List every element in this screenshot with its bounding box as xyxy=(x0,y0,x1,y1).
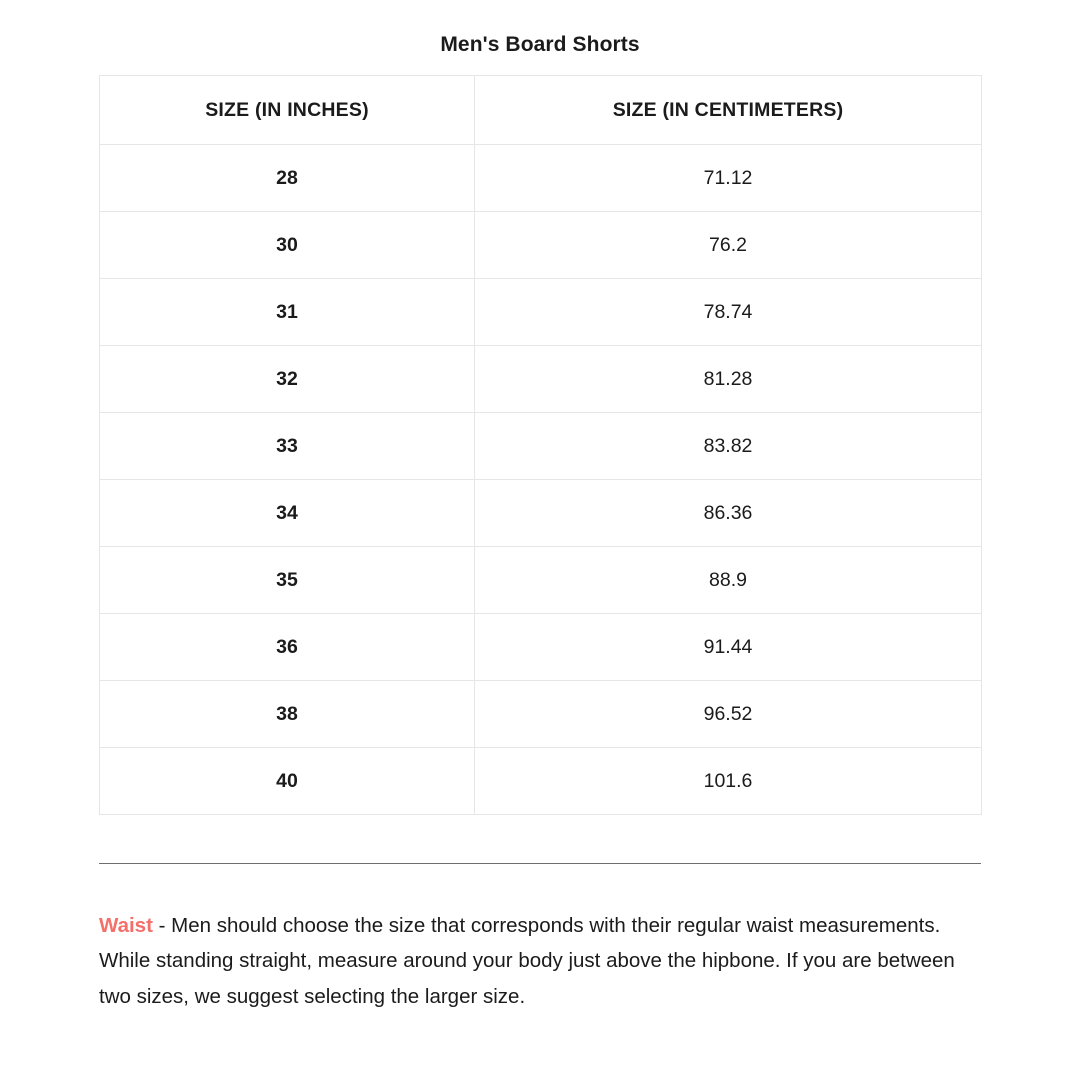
table-row xyxy=(100,413,982,480)
table-row xyxy=(100,547,982,614)
table-row xyxy=(100,681,982,748)
table-row xyxy=(100,145,982,212)
cell-centimeters: 71.12 xyxy=(475,145,982,212)
cell-centimeters: 81.28 xyxy=(475,346,982,413)
cell-centimeters: 101.6 xyxy=(475,748,982,815)
table-body xyxy=(100,145,982,815)
cell-centimeters: 86.36 xyxy=(475,480,982,547)
section-divider xyxy=(99,863,981,864)
cell-inches: 34 xyxy=(100,480,475,547)
table-row xyxy=(100,212,982,279)
table-row xyxy=(100,480,982,547)
cell-inches: 30 xyxy=(100,212,475,279)
table-row xyxy=(100,279,982,346)
table-header xyxy=(100,76,982,145)
cell-inches: 38 xyxy=(100,681,475,748)
table-row xyxy=(100,748,982,815)
column-header-centimeters: SIZE (IN CENTIMETERS) xyxy=(475,76,982,145)
cell-centimeters: 96.52 xyxy=(475,681,982,748)
cell-centimeters: 91.44 xyxy=(475,614,982,681)
cell-centimeters: 88.9 xyxy=(475,547,982,614)
cell-inches: 40 xyxy=(100,748,475,815)
size-table xyxy=(99,75,982,815)
cell-centimeters: 83.82 xyxy=(475,413,982,480)
cell-inches: 28 xyxy=(100,145,475,212)
size-table-container xyxy=(99,75,981,815)
cell-centimeters: 78.74 xyxy=(475,279,982,346)
note-text: - Men should choose the size that corresponds with their regular waist measurements. While standing straight, measure around your body just above the hipbone. If you are between two sizes, we suggest selecting the larger size. xyxy=(99,914,955,1008)
cell-centimeters: 76.2 xyxy=(475,212,982,279)
note-label: Waist xyxy=(99,914,153,937)
table-header-row xyxy=(100,76,982,145)
cell-inches: 33 xyxy=(100,413,475,480)
cell-inches: 31 xyxy=(100,279,475,346)
table-row xyxy=(100,346,982,413)
cell-inches: 36 xyxy=(100,614,475,681)
cell-inches: 35 xyxy=(100,547,475,614)
column-header-inches: SIZE (IN INCHES) xyxy=(100,76,475,145)
cell-inches: 32 xyxy=(100,346,475,413)
measurement-note xyxy=(99,908,977,1014)
table-row xyxy=(100,614,982,681)
page-title: Men's Board Shorts xyxy=(440,33,640,56)
